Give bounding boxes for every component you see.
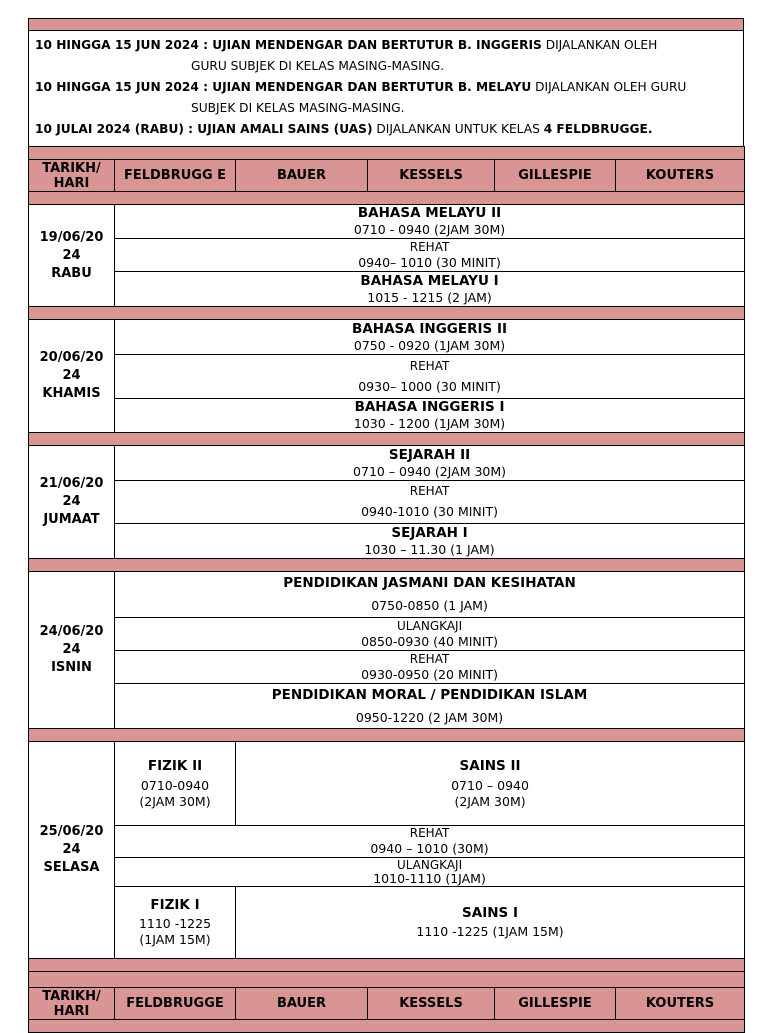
subject-name: FIZIK II — [147, 757, 203, 774]
exam-schedule-document — [28, 18, 744, 1033]
slot-time: 0930– 1000 (30 MINIT) — [358, 378, 501, 394]
schedule-table — [28, 146, 745, 1033]
note-3-rest: DIJALANKAN UNTUK KELAS — [372, 122, 544, 136]
break-row — [29, 355, 745, 399]
subject-name: BAHASA MELAYU I — [360, 272, 499, 289]
slot-time: 0710 – 0940 — [451, 777, 529, 793]
revision-slot — [115, 858, 745, 887]
notes-section — [28, 31, 744, 146]
day-name: JUMAAT — [43, 512, 100, 527]
note-2-title: UJIAN MENDENGAR DAN BERTUTUR B. MELAYU — [212, 80, 532, 94]
exam-slot — [115, 320, 745, 355]
header-date: TARIKH/ HARI — [29, 160, 115, 192]
break-slot — [115, 355, 745, 399]
slot-time: 0850-0930 (40 MINIT) — [361, 633, 498, 649]
day-date: 21/06/20 24 — [39, 476, 104, 509]
revision-label: ULANGKAJI — [396, 618, 463, 633]
header-feldbrugge: FELDBRUGGE — [115, 988, 236, 1020]
separator-row — [29, 307, 745, 320]
header-row — [29, 160, 745, 192]
slot-time: 0750 - 0920 (1JAM 30M) — [353, 337, 506, 353]
revision-label: ULANGKAJI — [396, 857, 463, 872]
day-date: 25/06/20 24 — [39, 824, 104, 857]
slot-time: 1030 – 11.30 (1 JAM) — [364, 541, 495, 557]
break-row — [29, 481, 745, 524]
slot-time: 0750-0850 (1 JAM) — [371, 598, 488, 613]
exam-row — [29, 887, 745, 959]
header-row-repeat — [29, 988, 745, 1020]
header-bauer: BAUER — [236, 160, 368, 192]
separator-row — [29, 1020, 745, 1033]
revision-slot — [115, 618, 745, 651]
header-gillespie: GILLESPIE — [495, 160, 616, 192]
separator-row — [29, 433, 745, 446]
note-1-cont: GURU SUBJEK DI KELAS MASING-MASING. — [191, 59, 445, 73]
note-1-rest: DIJALANKAN OLEH — [541, 38, 658, 52]
revision-row — [29, 858, 745, 887]
break-label: REHAT — [409, 358, 450, 373]
subject-name: SEJARAH II — [388, 446, 471, 463]
day-row — [29, 205, 745, 239]
day-cell — [29, 320, 115, 433]
header-date: TARIKH/ HARI — [29, 988, 115, 1020]
slot-time: 1110 -1225 (1JAM 15M) — [416, 924, 564, 939]
subject-name: BAHASA INGGERIS II — [352, 320, 507, 337]
break-slot — [115, 481, 745, 524]
note-3-title: UJIAN AMALI SAINS (UAS) — [197, 122, 373, 136]
exam-row — [29, 399, 745, 433]
subject-name: FIZIK I — [150, 897, 200, 913]
slot-duration: (2JAM 30M) — [454, 793, 526, 809]
day-date: 24/06/20 24 — [39, 624, 104, 657]
break-label: REHAT — [409, 239, 450, 254]
slot-time: 1030 - 1200 (1JAM 30M) — [353, 416, 506, 431]
break-row — [29, 651, 745, 684]
day-date: 19/06/20 24 — [39, 229, 104, 263]
day-cell — [29, 572, 115, 729]
exam-row — [29, 524, 745, 559]
note-2-cont: SUBJEK DI KELAS MASING-MASING. — [191, 101, 405, 115]
exam-slot — [115, 684, 745, 729]
day-name: SELASA — [43, 860, 100, 875]
subject-name: PENDIDIKAN MORAL / PENDIDIKAN ISLAM — [271, 686, 588, 703]
day-name: KHAMIS — [42, 386, 101, 401]
header-feldbrugge: FELDBRUGG E — [115, 160, 236, 192]
note-2 — [35, 77, 737, 98]
header-kouters: KOUTERS — [616, 988, 745, 1020]
header-kessels: KESSELS — [368, 988, 495, 1020]
slot-time: 1015 - 1215 (2 JAM) — [367, 289, 492, 305]
note-1-sep: : — [198, 38, 213, 52]
separator-row — [29, 729, 745, 742]
day-cell — [29, 205, 115, 307]
note-1-date: 10 HINGGA 15 JUN 2024 — [35, 38, 199, 52]
day-name: RABU — [51, 265, 92, 281]
slot-time: 0950-1220 (2 JAM 30M) — [355, 709, 504, 725]
slot-time: 0940-1010 (30 MINIT) — [361, 504, 498, 519]
physics-slot — [115, 887, 236, 959]
separator-row — [29, 147, 745, 160]
separator-row — [29, 959, 745, 972]
day-row — [29, 572, 745, 618]
slot-time: 1010-1110 (1JAM) — [373, 870, 486, 886]
exam-row — [29, 684, 745, 729]
day-cell — [29, 742, 115, 959]
break-label: REHAT — [409, 484, 450, 498]
exam-row — [29, 272, 745, 307]
day-row — [29, 320, 745, 355]
note-3-date: 10 JULAI 2024 (RABU) — [35, 122, 184, 136]
note-2-rest: DIJALANKAN OLEH GURU — [531, 80, 687, 94]
science-slot — [236, 742, 745, 826]
top-bar — [28, 18, 744, 31]
slot-time: 0710 - 0940 (2JAM 30M) — [353, 222, 506, 237]
subject-name: BAHASA INGGERIS I — [354, 399, 505, 415]
note-2-sep: : — [198, 80, 213, 94]
day-row — [29, 446, 745, 481]
break-label: REHAT — [409, 651, 450, 666]
break-row — [29, 239, 745, 272]
header-bauer: BAUER — [236, 988, 368, 1020]
break-label: REHAT — [409, 826, 450, 840]
day-row — [29, 742, 745, 826]
separator-row — [29, 559, 745, 572]
break-slot — [115, 239, 745, 272]
note-3 — [35, 119, 737, 140]
exam-slot — [115, 399, 745, 433]
subject-name: BAHASA MELAYU II — [357, 205, 502, 221]
subject-name: SAINS I — [462, 905, 518, 921]
break-row — [29, 826, 745, 858]
exam-slot — [115, 272, 745, 307]
day-cell — [29, 446, 115, 559]
separator-row — [29, 972, 745, 988]
break-slot — [115, 651, 745, 684]
exam-slot — [115, 446, 745, 481]
slot-duration: (1JAM 15M) — [139, 932, 211, 947]
revision-row — [29, 618, 745, 651]
subject-name: SEJARAH I — [391, 524, 468, 541]
break-slot — [115, 826, 745, 858]
slot-time: 0710 – 0940 (2JAM 30M) — [353, 463, 507, 479]
subject-name: SAINS II — [459, 757, 521, 774]
exam-slot — [115, 572, 745, 618]
header-kouters: KOUTERS — [616, 160, 745, 192]
note-1 — [35, 35, 737, 56]
exam-slot — [115, 524, 745, 559]
day-date: 20/06/20 24 — [39, 350, 104, 383]
subject-name: PENDIDIKAN JASMANI DAN KESIHATAN — [283, 575, 576, 591]
note-1-title: UJIAN MENDENGAR DAN BERTUTUR B. INGGERIS — [212, 38, 542, 52]
slot-time: 0940– 1010 (30 MINIT) — [358, 254, 501, 270]
physics-slot — [115, 742, 236, 826]
slot-time: 1110 -1225 — [138, 916, 212, 931]
slot-time: 0710-0940 — [140, 777, 210, 793]
note-3-class: 4 FELDBRUGGE. — [543, 122, 653, 136]
header-kessels: KESSELS — [368, 160, 495, 192]
header-gillespie: GILLESPIE — [495, 988, 616, 1020]
slot-time: 0940 – 1010 (30M) — [370, 841, 489, 856]
science-slot — [236, 887, 745, 959]
note-3-sep: : — [183, 122, 198, 136]
exam-slot — [115, 205, 745, 239]
slot-time: 0930-0950 (20 MINIT) — [361, 666, 498, 682]
day-name: ISNIN — [51, 660, 92, 675]
note-2-date: 10 HINGGA 15 JUN 2024 — [35, 80, 199, 94]
separator-row — [29, 192, 745, 205]
slot-duration: (2JAM 30M) — [139, 793, 211, 809]
